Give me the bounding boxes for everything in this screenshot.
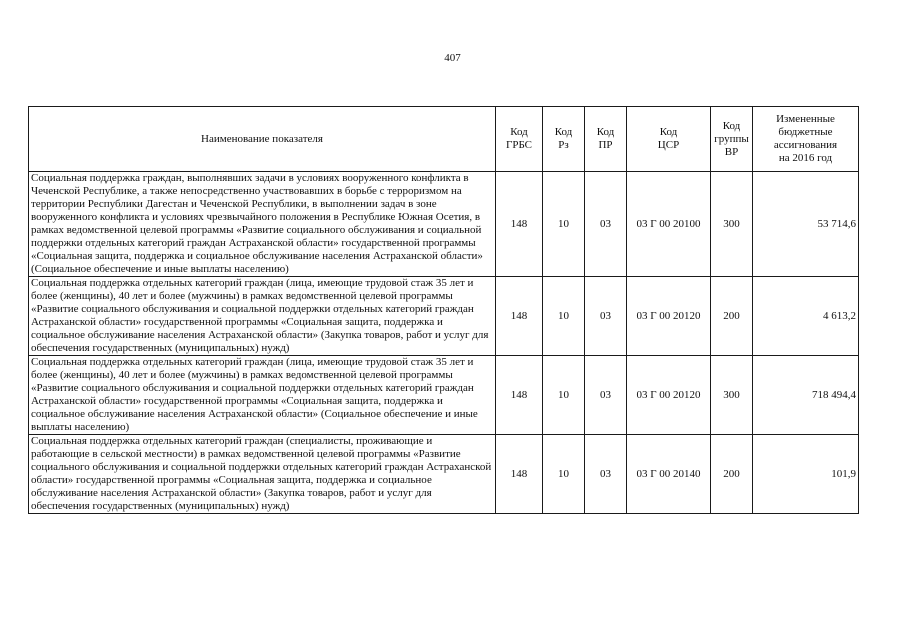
row-rz: 10 xyxy=(543,172,585,277)
row-csr: 03 Г 00 20100 xyxy=(627,172,711,277)
page-number: 407 xyxy=(444,52,461,64)
header-amount-line: ассигнования xyxy=(773,139,838,151)
row-grbs: 148 xyxy=(496,435,543,514)
header-rz-line: Рз xyxy=(558,139,569,151)
row-grbs: 148 xyxy=(496,277,543,356)
row-pr: 03 xyxy=(585,435,627,514)
table-row xyxy=(29,356,859,435)
row-rz: 10 xyxy=(543,356,585,435)
header-grbs xyxy=(496,107,543,172)
header-pr-line: Код xyxy=(596,126,615,138)
table-header xyxy=(29,107,859,172)
header-name: Наименование показателя xyxy=(29,107,496,172)
table-row xyxy=(29,435,859,514)
header-pr xyxy=(585,107,627,172)
header-rz-line: Код xyxy=(554,126,573,138)
row-rz: 10 xyxy=(543,277,585,356)
budget-table xyxy=(28,106,859,514)
header-vr-line: группы xyxy=(714,132,749,145)
row-pr: 03 xyxy=(585,277,627,356)
row-name: Социальная поддержка отдельных категорий граждан (специалисты, проживающие и работающие в сельской местности) в рамках ведомственной целевой программы «Развитие социального обслуживания и социальной поддержки отдельных категорий граждан Астраханской области» государственной программы «Социальная защита, поддержка и социальное обслуживание населения Астраханской области» (Закупка товаров, работ и услуг для обеспечения государственных (муниципальных) нужд) xyxy=(29,435,496,514)
row-vr: 300 xyxy=(711,356,753,435)
header-rz xyxy=(543,107,585,172)
header-amount-line: бюджетные xyxy=(778,126,833,138)
row-csr: 03 Г 00 20120 xyxy=(627,356,711,435)
row-rz: 10 xyxy=(543,435,585,514)
header-amount-line: Измененные xyxy=(776,113,835,125)
header-csr xyxy=(627,107,711,172)
table-body xyxy=(29,172,859,514)
header-vr-line: ВР xyxy=(724,145,739,158)
header-vr xyxy=(711,107,753,172)
header-grbs-line: ГРБС xyxy=(505,139,533,151)
row-amount: 718 494,4 xyxy=(753,356,859,435)
row-name: Социальная поддержка отдельных категорий граждан (лица, имеющие трудовой стаж 35 лет и более (женщины), 40 лет и более (мужчины) в рамках ведомственной целевой программы «Развитие социального обслуживания и социальной поддержки отдельных категорий граждан Астраханской области» государственной программы «Социальная защита, поддержка и социальное обслуживание населения Астраханской области» (Социальное обеспечение и иные выплаты населению) xyxy=(29,356,496,435)
row-grbs: 148 xyxy=(496,356,543,435)
header-amount-line: на 2016 год xyxy=(778,152,833,164)
header-row xyxy=(29,107,859,172)
row-csr: 03 Г 00 20120 xyxy=(627,277,711,356)
table-row xyxy=(29,277,859,356)
header-csr-line: ЦСР xyxy=(657,139,680,151)
row-pr: 03 xyxy=(585,172,627,277)
header-amount xyxy=(753,107,859,172)
row-csr: 03 Г 00 20140 xyxy=(627,435,711,514)
row-name: Социальная поддержка отдельных категорий граждан (лица, имеющие трудовой стаж 35 лет и более (женщины), 40 лет и более (мужчины) в рамках ведомственной целевой программы «Развитие социального обслуживания и социальной поддержки отдельных категорий граждан Астраханской области» государственной программы «Социальная защита, поддержка и социальное обслуживание населения Астраханской области» (Закупка товаров, работ и услуг для обеспечения государственных (муниципальных) нужд) xyxy=(29,277,496,356)
row-grbs: 148 xyxy=(496,172,543,277)
header-pr-line: ПР xyxy=(598,139,613,151)
row-amount: 101,9 xyxy=(753,435,859,514)
header-grbs-line: Код xyxy=(510,126,528,138)
row-vr: 300 xyxy=(711,172,753,277)
header-vr-line: Код xyxy=(722,119,741,132)
row-name: Социальная поддержка граждан, выполнявших задачи в условиях вооруженного конфликта в Чеченской Республике, а также непосредственно участвовавших в борьбе с терроризмом на территории Республики Дагестан и Чеченской Республики, в выполнении задач в зоне вооруженного конфликта и условиях чрезвычайного положения в Республике Южная Осетия, в рамках ведомственной целевой программы «Развитие социального обслуживания и социальной поддержки отдельных категорий граждан Астраханской области» государственной программы «Социальная защита, поддержка и социальное обслуживание населения Астраханской области» (Социальное обеспечение и иные выплаты населению) xyxy=(29,172,496,277)
row-vr: 200 xyxy=(711,277,753,356)
table-row xyxy=(29,172,859,277)
row-amount: 4 613,2 xyxy=(753,277,859,356)
row-amount: 53 714,6 xyxy=(753,172,859,277)
row-vr: 200 xyxy=(711,435,753,514)
row-pr: 03 xyxy=(585,356,627,435)
header-csr-line: Код xyxy=(659,126,678,138)
